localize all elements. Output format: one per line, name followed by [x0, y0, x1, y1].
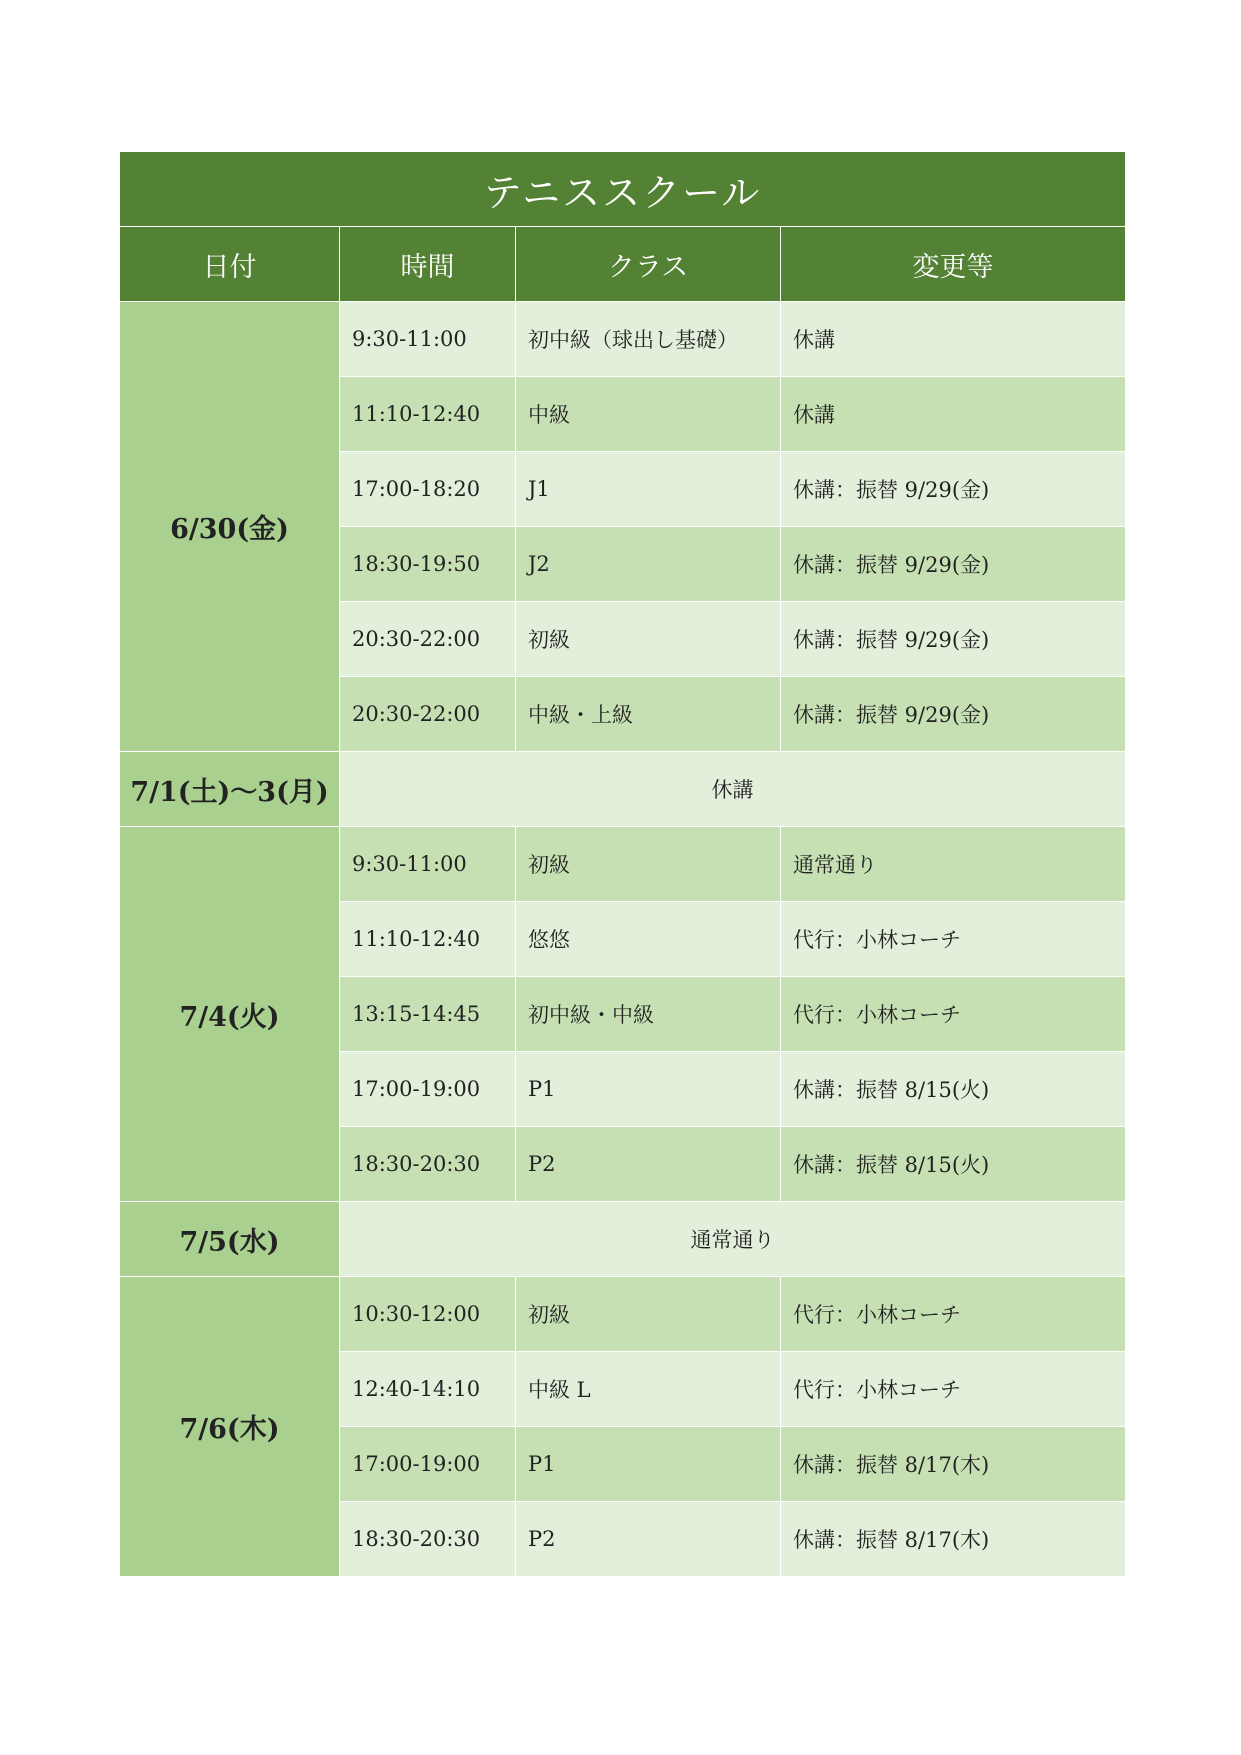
- class-cell: 中級: [516, 377, 781, 452]
- time-cell: 20:30-22:00: [340, 677, 516, 752]
- header-row: [120, 227, 1126, 302]
- date-cell: 7/5(水): [120, 1202, 340, 1277]
- class-cell: 初級: [516, 827, 781, 902]
- date-cell: 7/6(木): [120, 1277, 340, 1577]
- time-cell: 10:30-12:00: [340, 1277, 516, 1352]
- header-date: 日付: [120, 227, 340, 302]
- table-row: [120, 302, 1126, 377]
- time-cell: 18:30-19:50: [340, 527, 516, 602]
- note-cell: 休講: [781, 377, 1126, 452]
- note-cell: 休講：振替 8/17(木): [781, 1427, 1126, 1502]
- class-cell: P2: [516, 1502, 781, 1577]
- time-cell: 12:40-14:10: [340, 1352, 516, 1427]
- title-row: [120, 152, 1126, 227]
- note-cell: 代行：小林コーチ: [781, 1277, 1126, 1352]
- time-cell: 18:30-20:30: [340, 1127, 516, 1202]
- class-cell: P1: [516, 1052, 781, 1127]
- note-cell: 休講：振替 9/29(金): [781, 527, 1126, 602]
- header-notes: 変更等: [781, 227, 1126, 302]
- class-cell: J2: [516, 527, 781, 602]
- time-cell: 17:00-18:20: [340, 452, 516, 527]
- merged-status-cell: 通常通り: [340, 1202, 1126, 1277]
- table-row: [120, 827, 1126, 902]
- class-cell: 中級 L: [516, 1352, 781, 1427]
- time-cell: 13:15-14:45: [340, 977, 516, 1052]
- class-cell: J1: [516, 452, 781, 527]
- note-cell: 代行：小林コーチ: [781, 977, 1126, 1052]
- note-cell: 休講：振替 8/15(火): [781, 1052, 1126, 1127]
- date-cell: 6/30(金): [120, 302, 340, 752]
- note-cell: 代行：小林コーチ: [781, 902, 1126, 977]
- schedule-table: [119, 151, 1126, 1577]
- table-row: [120, 1202, 1126, 1277]
- note-cell: 休講：振替 8/17(木): [781, 1502, 1126, 1577]
- note-cell: 休講: [781, 302, 1126, 377]
- time-cell: 17:00-19:00: [340, 1052, 516, 1127]
- header-time: 時間: [340, 227, 516, 302]
- time-cell: 17:00-19:00: [340, 1427, 516, 1502]
- note-cell: 休講：振替 9/29(金): [781, 452, 1126, 527]
- note-cell: 休講：振替 8/15(火): [781, 1127, 1126, 1202]
- note-cell: 通常通り: [781, 827, 1126, 902]
- header-class: クラス: [516, 227, 781, 302]
- table-title: テニススクール: [120, 152, 1126, 227]
- time-cell: 11:10-12:40: [340, 902, 516, 977]
- note-cell: 代行：小林コーチ: [781, 1352, 1126, 1427]
- class-cell: P1: [516, 1427, 781, 1502]
- table-row: [120, 752, 1126, 827]
- date-cell: 7/1(土)～3(月): [120, 752, 340, 827]
- class-cell: 中級・上級: [516, 677, 781, 752]
- class-cell: 初中級・中級: [516, 977, 781, 1052]
- class-cell: 初中級（球出し基礎）: [516, 302, 781, 377]
- class-cell: P2: [516, 1127, 781, 1202]
- time-cell: 20:30-22:00: [340, 602, 516, 677]
- table-row: [120, 1277, 1126, 1352]
- date-cell: 7/4(火): [120, 827, 340, 1202]
- time-cell: 9:30-11:00: [340, 302, 516, 377]
- note-cell: 休講：振替 9/29(金): [781, 602, 1126, 677]
- time-cell: 9:30-11:00: [340, 827, 516, 902]
- time-cell: 11:10-12:40: [340, 377, 516, 452]
- time-cell: 18:30-20:30: [340, 1502, 516, 1577]
- class-cell: 初級: [516, 1277, 781, 1352]
- class-cell: 悠悠: [516, 902, 781, 977]
- merged-status-cell: 休講: [340, 752, 1126, 827]
- class-cell: 初級: [516, 602, 781, 677]
- note-cell: 休講：振替 9/29(金): [781, 677, 1126, 752]
